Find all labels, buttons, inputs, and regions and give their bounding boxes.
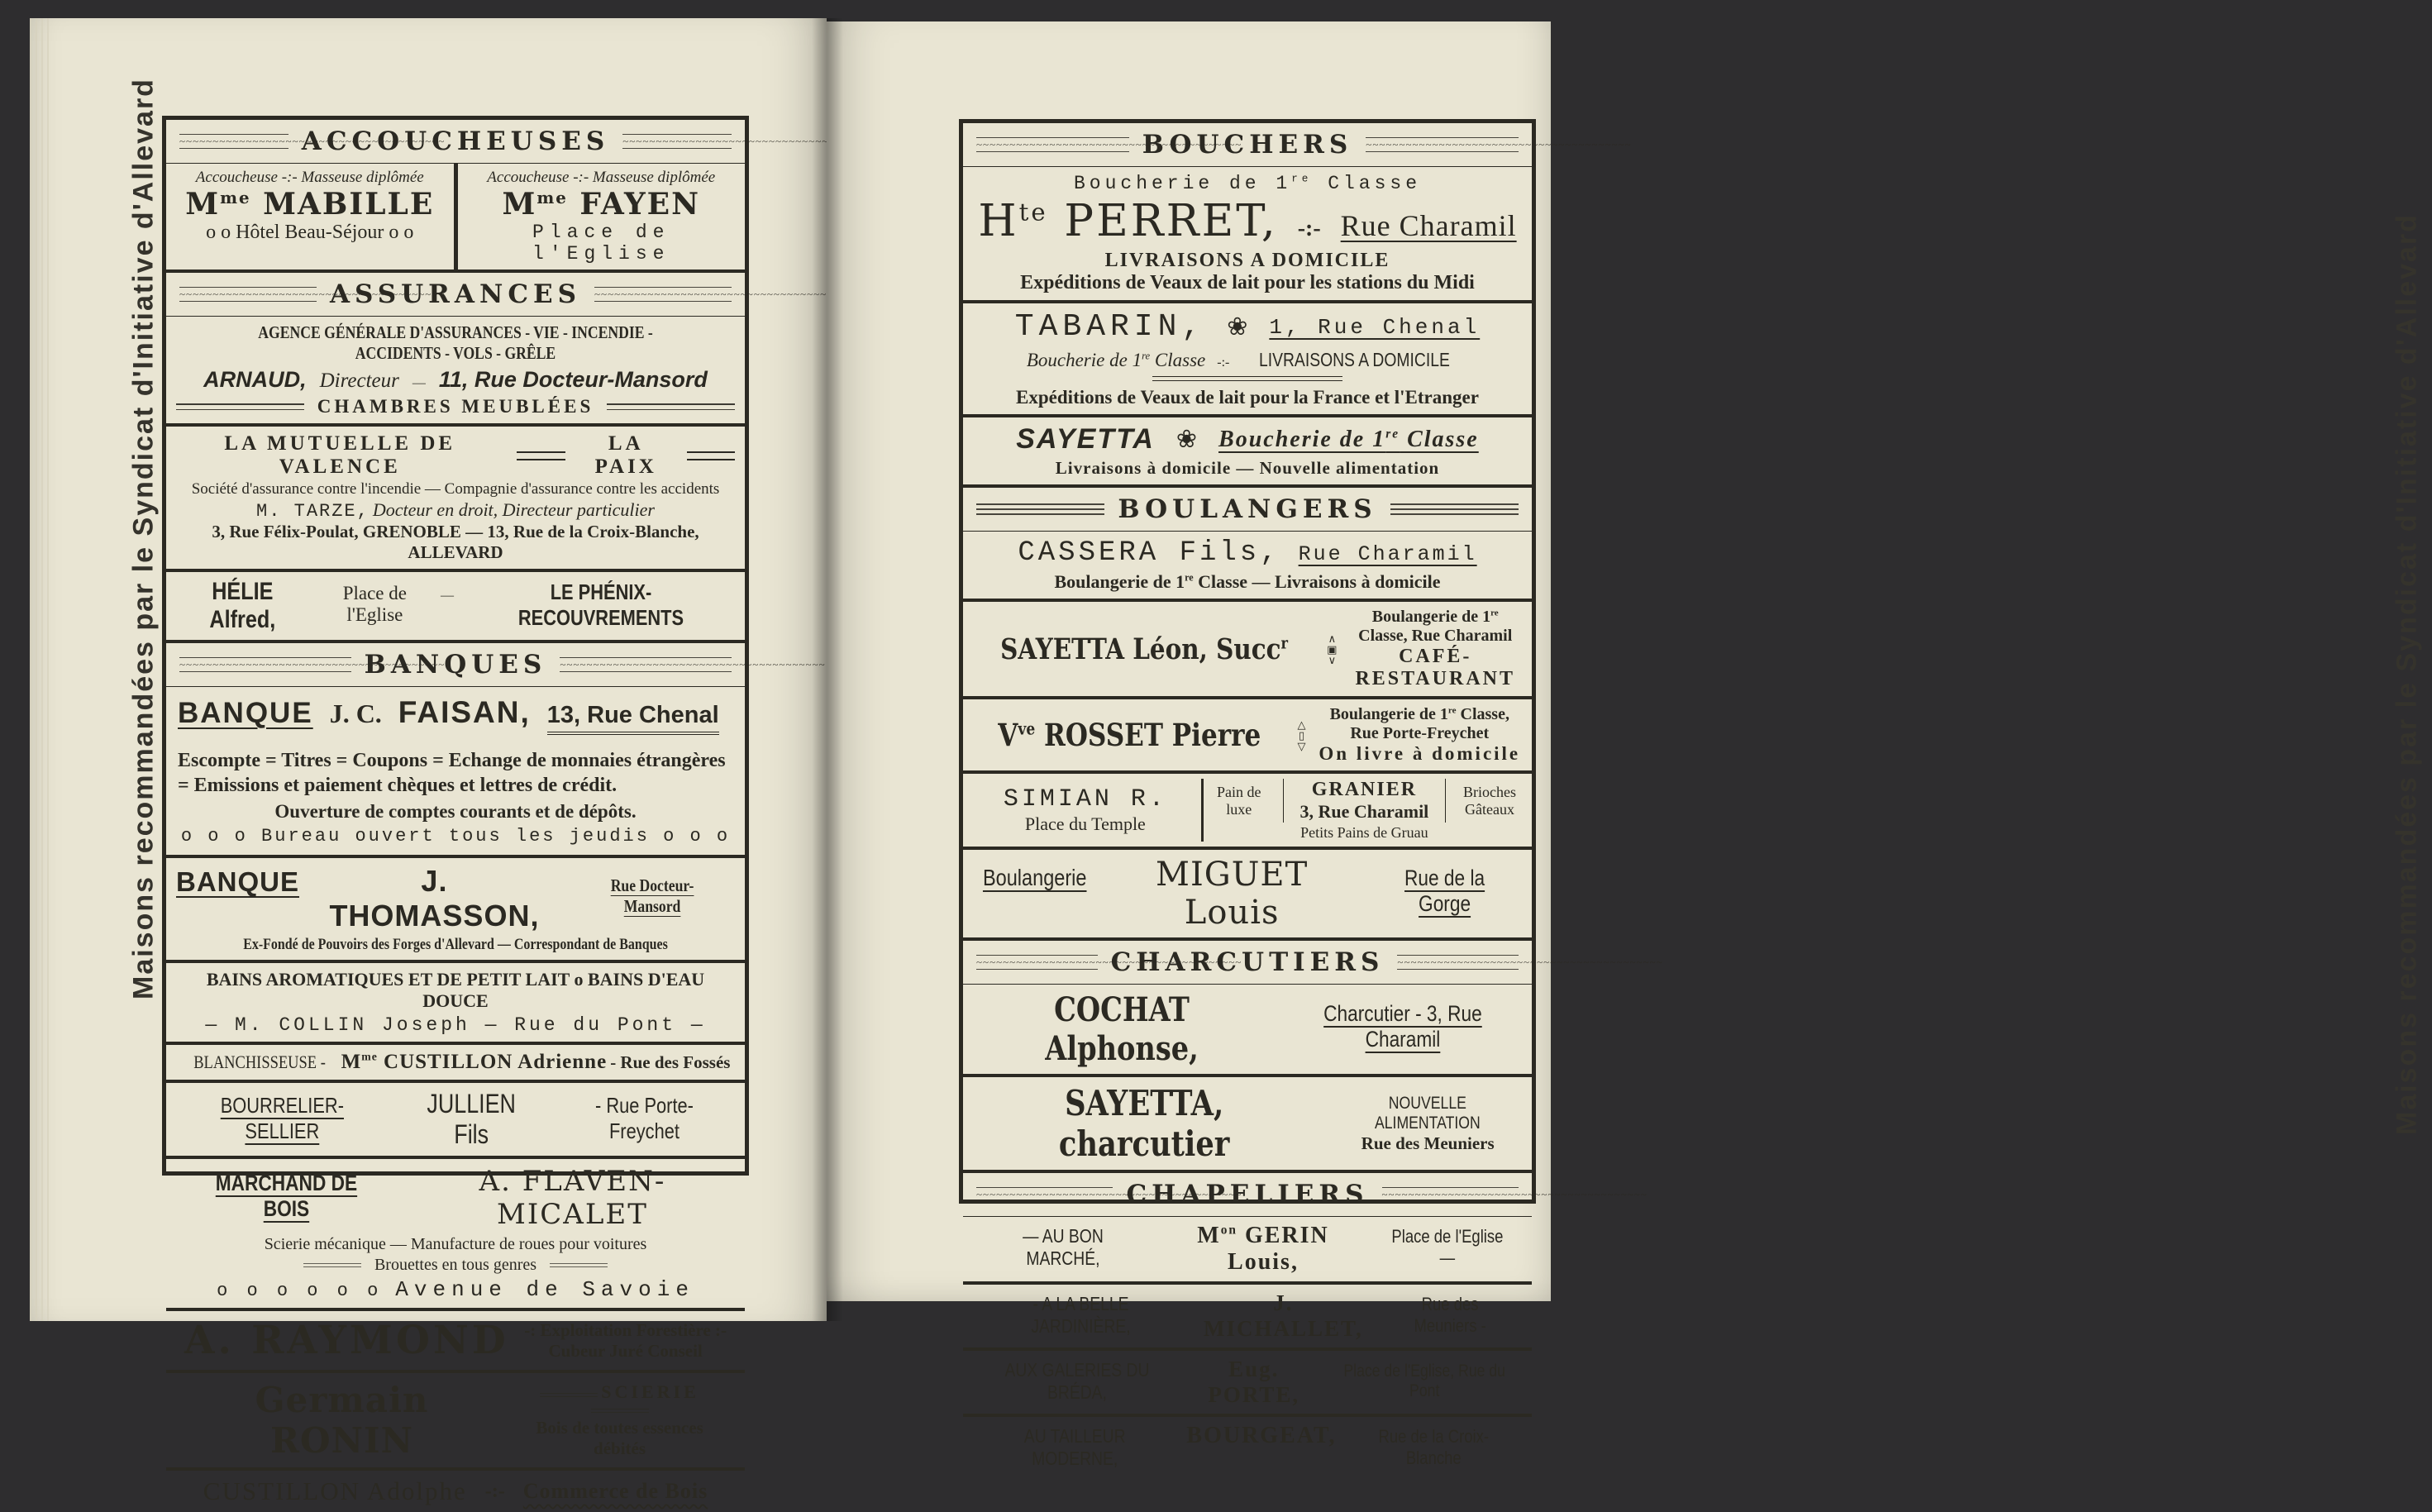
address: 3, Rue Charamil — [1299, 801, 1429, 822]
business-name: COCHAT Alphonse, — [1045, 990, 1199, 1068]
address: Rue des Meuniers — [1361, 1133, 1495, 1153]
rule — [517, 451, 565, 460]
rule-ornament — [976, 1187, 1113, 1202]
divider — [1283, 779, 1284, 823]
ad-accoucheuses — [166, 164, 745, 269]
address: 11, Rue Docteur-Mansord — [438, 367, 708, 392]
section-header-bouchers — [963, 123, 1532, 167]
address: o o Hôtel Beau-Séjour o o — [206, 222, 414, 243]
business-name: $V^{ve}$ ROSSET Pierre — [998, 717, 1261, 753]
ad-sayetta-charcutier — [963, 1074, 1532, 1170]
trade: BOURRELIER-SELLIER — [220, 1093, 344, 1143]
business-name: $M^{me}$ FAYEN — [502, 187, 701, 222]
trade-line: Boulangerie de 1re Classe, Rue Charamil — [1358, 608, 1513, 645]
rule-ornament — [594, 287, 732, 302]
right-page — [827, 21, 2423, 1469]
services: Boulangerie de 1re Classe — Livraisons à domicile — [1054, 571, 1441, 592]
business-name: FAISAN, — [398, 695, 531, 729]
ornament-icon: △ ▯ ▽ — [1297, 718, 1306, 752]
sub-business: CAFÉ-RESTAURANT — [1355, 646, 1516, 689]
section-title: ASSURANCES — [329, 279, 582, 309]
role: Cubeur Juré Conseil — [548, 1340, 703, 1361]
rule — [1152, 376, 1342, 381]
ad-arnaud — [166, 317, 745, 423]
ad-jullien — [166, 1080, 745, 1156]
address: Place de l'Eglise — — [1391, 1226, 1504, 1268]
section-title: CHARCUTIERS — [1110, 947, 1385, 977]
business-name: $M^{on}$ GERIN Louis, — [1197, 1223, 1329, 1275]
business-name: HÉLIE Alfred, — [209, 578, 276, 633]
product: Pain de luxe — [1217, 783, 1261, 818]
trade: BLANCHISSEUSE - — [193, 1052, 326, 1072]
business-name: ARNAUD, — [203, 367, 307, 392]
trade-line: Boulangerie de 1re Classe, Rue Porte-Freychet — [1329, 705, 1509, 742]
right-margin-caption: Maisons recommandées par le Syndicat d'Initiative d'Allevard — [2391, 213, 2423, 1136]
trade: Commerce de Bois — [522, 1479, 708, 1503]
address: - Rue Porte-Freychet — [595, 1093, 694, 1143]
section-title: BOULANGERS — [1118, 494, 1377, 524]
business-type: BANQUE — [178, 697, 313, 729]
product: Brioches Gâteaux — [1463, 783, 1516, 818]
rule — [176, 403, 304, 410]
ad-custillon-adrienne — [166, 1042, 745, 1080]
rule-ornament — [560, 657, 732, 672]
business-name: TABARIN, — [1014, 309, 1206, 345]
ad-raymond — [166, 1308, 745, 1370]
address: - Rue des Fossés — [610, 1052, 731, 1072]
rule — [591, 1409, 649, 1413]
services: Scierie mécanique — Manufacture de roues pour voitures — [264, 1235, 647, 1253]
separator: -:- — [1217, 355, 1230, 370]
address: Avenue de Savoie — [395, 1277, 694, 1302]
trade-line: Boucherie de 1re Classe — [1073, 172, 1422, 194]
rule-ornament — [1366, 137, 1519, 152]
ad-fayen — [454, 164, 746, 269]
ad-simian-granier — [963, 770, 1532, 847]
shop-name: - A LA BELLE JARDINIÈRE, — [1031, 1293, 1131, 1337]
rule-ornament — [976, 137, 1129, 152]
business-name: J. THOMASSON, — [329, 864, 540, 932]
trade: SCIERIE — [601, 1381, 699, 1402]
address: Place du Temple — [1024, 813, 1146, 834]
sub-line: CHAMBRES MEUBLÉES — [317, 396, 594, 417]
book-gutter-shadow — [812, 18, 843, 1321]
sub-line: Ex-Fondé de Pouvoirs des Forges d'Allevard — Correspondant de Banques — [243, 936, 668, 953]
business-name: MIGUET Louis — [1156, 856, 1309, 932]
address: Rue de la Gorge — [1404, 866, 1485, 916]
section-header-boulangers — [963, 484, 1532, 532]
ad-perret — [963, 167, 1532, 300]
trade-line: BAINS AROMATIQUES ET DE PETIT LAIT o BAINS D'EAU DOUCE — [206, 969, 705, 1011]
ad-tabarin — [963, 300, 1532, 414]
business-name: BOURGEAT, — [1186, 1423, 1337, 1448]
ad-rosset — [963, 696, 1532, 770]
left-margin-caption: Maisons recommandées par le Syndicat d'Initiative d'Allevard — [127, 78, 160, 1000]
florette-icon: ❀ — [1227, 312, 1248, 341]
rule — [303, 1263, 361, 1267]
services: Expéditions de Veaux de lait pour la France et l'Etranger — [1016, 387, 1479, 408]
ad-bourgeat — [963, 1414, 1532, 1476]
address: Place de l'Eglise — [342, 583, 407, 625]
address: Charcutier - 3, Rue Charamil — [1323, 1001, 1482, 1052]
business-name: GRANIER — [1311, 779, 1418, 800]
role: Directeur — [319, 370, 399, 392]
business-name: $H^{te}$ PERRET, — [978, 196, 1278, 246]
ad-michallet — [963, 1281, 1532, 1347]
business-name: SIMIAN R. — [1003, 785, 1167, 813]
business-type: BANQUE — [176, 866, 300, 897]
business-name: CUSTILLON Adolphe — [203, 1476, 467, 1505]
hours: o o o Bureau ouvert tous les jeudis o o o — [180, 826, 731, 847]
ad-custillon-adolphe — [166, 1467, 745, 1512]
rule-ornament — [1382, 1187, 1519, 1202]
ad-flaven — [166, 1156, 745, 1308]
business-name: A. FLAVEN-MICALET — [479, 1165, 666, 1231]
ad-porte — [963, 1347, 1532, 1414]
trade: Boulangerie — [982, 865, 1087, 890]
business-name: SAYETTA — [1016, 423, 1155, 455]
dots: o o o o o o — [217, 1281, 383, 1301]
ad-thomasson — [166, 855, 745, 960]
services: Livraisons à domicile — Nouvelle alimentation — [1055, 458, 1440, 478]
business-name: JULLIEN Fils — [427, 1089, 516, 1149]
ad-faisan — [166, 687, 745, 855]
dash: — — [441, 589, 455, 603]
ad-helie — [166, 569, 745, 640]
business-name-2: LA PAIX — [594, 432, 657, 478]
ad-sayetta-boucher — [963, 414, 1532, 484]
separator: -:- — [1297, 216, 1321, 241]
rule — [687, 451, 735, 460]
address: 3, Rue Félix-Poulat, GRENOBLE — 13, Rue de la Croix-Blanche, ALLEVARD — [212, 522, 699, 562]
section-title: ACCOUCHEUSES — [301, 126, 610, 156]
rule-ornament — [622, 134, 732, 149]
ad-collin — [166, 960, 745, 1042]
business-name: J. MICHALLET, — [1204, 1290, 1363, 1341]
shop-name: — AU BON MARCHÉ, — [1023, 1225, 1104, 1269]
left-ad-box — [162, 116, 749, 1505]
ad-gerin — [963, 1217, 1532, 1281]
section-title: BANQUES — [364, 650, 547, 680]
business-name: $M^{me}$ MABILLE — [185, 187, 435, 222]
business-name: Eug. PORTE, — [1208, 1357, 1300, 1407]
services: Expéditions de Veaux de lait pour les stations du Midi — [1020, 272, 1475, 293]
left-page — [30, 18, 827, 1505]
firm: NOUVELLE ALIMENTATION — [1375, 1093, 1481, 1133]
ad-ronin — [166, 1370, 745, 1467]
product-2: Petits Pains de Gruau — [1300, 824, 1428, 841]
ad-sayetta-leon — [963, 599, 1532, 696]
address: Rue des Meuniers - — [1414, 1294, 1486, 1336]
dash: — — [412, 376, 426, 390]
services-2: Ouverture de comptes courants et de dépôts. — [274, 801, 637, 822]
trade-line: Boucherie de 1re Classe — [1218, 426, 1479, 452]
rule — [540, 1393, 598, 1397]
services-2: Brouettes en tous genres — [374, 1256, 537, 1274]
person-name: M. TARZE, — [256, 501, 370, 522]
rule-ornament — [976, 955, 1098, 970]
ad-simian — [970, 785, 1201, 835]
business-name: — M. COLLIN Joseph — Rue du Pont — — [205, 1014, 706, 1036]
services: Bois de toutes essences débités — [536, 1418, 703, 1458]
role: Docteur en droit, Directeur particulier — [372, 499, 655, 520]
sub-line: Société d'assurance contre l'incendie — Compagnie d'assurance contre les accidents — [191, 480, 720, 498]
shop-name: AUX GALERIES DU BRÉDA, — [1004, 1359, 1150, 1403]
business-name: Germain RONIN — [255, 1380, 429, 1461]
section-title: CHAPELIERS — [1126, 1180, 1369, 1209]
section-header-accoucheuses — [166, 120, 745, 164]
services: -: Exploitation Forestière :- — [524, 1319, 727, 1340]
ad-cassera — [963, 532, 1532, 599]
rule-ornament — [179, 134, 289, 149]
address: 1, Rue Chenal — [1269, 314, 1481, 340]
section-header-banques — [166, 640, 745, 687]
address: Rue de la Croix-Blanche — [1378, 1426, 1490, 1468]
address: Rue Charamil — [1340, 209, 1517, 242]
rule — [607, 403, 735, 410]
ad-cochat — [963, 985, 1532, 1074]
business-name: CASSERA Fils, — [1018, 537, 1280, 569]
address: 13, Rue Chenal — [547, 702, 719, 735]
trade-line: Accoucheuse -:- Masseuse diplômée — [487, 169, 716, 186]
business-name: SAYETTA, charcutier — [1058, 1083, 1230, 1164]
ad-miguet — [963, 847, 1532, 937]
rule-ornament — [179, 287, 317, 302]
rule-ornament — [1397, 955, 1519, 970]
right-ad-box — [959, 119, 1536, 1469]
address: Rue Docteur-Mansord — [610, 875, 694, 916]
trade: MARCHAND DE BOIS — [215, 1171, 358, 1221]
delivery-line: LIVRAISONS A DOMICILE — [1104, 250, 1390, 271]
initials: J. C. — [329, 699, 382, 728]
delivery-line: LIVRAISONS A DOMICILE — [1259, 349, 1451, 370]
separator: -:- — [484, 1480, 505, 1502]
rule-ornament — [976, 503, 1104, 515]
rule-ornament — [179, 657, 351, 672]
business-name: $M^{me}$ CUSTILLON Adrienne — [341, 1050, 608, 1073]
divider — [1445, 779, 1446, 823]
section-header-charcutiers — [963, 937, 1532, 985]
trade-line: Boucherie de 1re Classe — [1026, 350, 1206, 370]
ad-mabille — [166, 164, 454, 269]
section-header-assurances — [166, 269, 745, 317]
trade-line: Accoucheuse -:- Masseuse diplômée — [195, 169, 424, 186]
business-name: A. RAYMOND — [184, 1318, 509, 1363]
services: Escompte = Titres = Coupons = Echange de monnaies étrangères = Emissions et paiement chèques et lettres de crédit. — [178, 750, 726, 796]
address: Place de l'Eglise, Rue du Pont — [1343, 1362, 1505, 1400]
address: Rue Charamil — [1298, 542, 1477, 566]
trade-line: AGENCE GÉNÉRALE D'ASSURANCES - VIE - INCENDIE - ACCIDENTS - VOLS - GRÊLE — [258, 322, 653, 363]
ornament-icon: ∧ ▣ ∨ — [1327, 632, 1338, 666]
shop-name: AU TAILLEUR MODERNE, — [1023, 1425, 1126, 1469]
ad-granier — [1204, 779, 1525, 842]
firm: LE PHÉNIX-RECOUVREMENTS — [517, 580, 684, 630]
business-name: SAYETTA Léon, Succ$^r$ — [1000, 632, 1289, 666]
services: On livre à domicile — [1319, 743, 1521, 764]
business-name: LA MUTUELLE DE VALENCE — [224, 432, 456, 478]
rule-ornament — [1390, 503, 1519, 515]
section-header-chapeliers — [963, 1170, 1532, 1217]
ad-mutuelle — [166, 423, 745, 569]
address: Place de l'Eglise — [532, 222, 670, 265]
section-title: BOUCHERS — [1142, 130, 1353, 160]
florette-icon: ❀ — [1175, 425, 1198, 453]
rule — [550, 1263, 608, 1267]
